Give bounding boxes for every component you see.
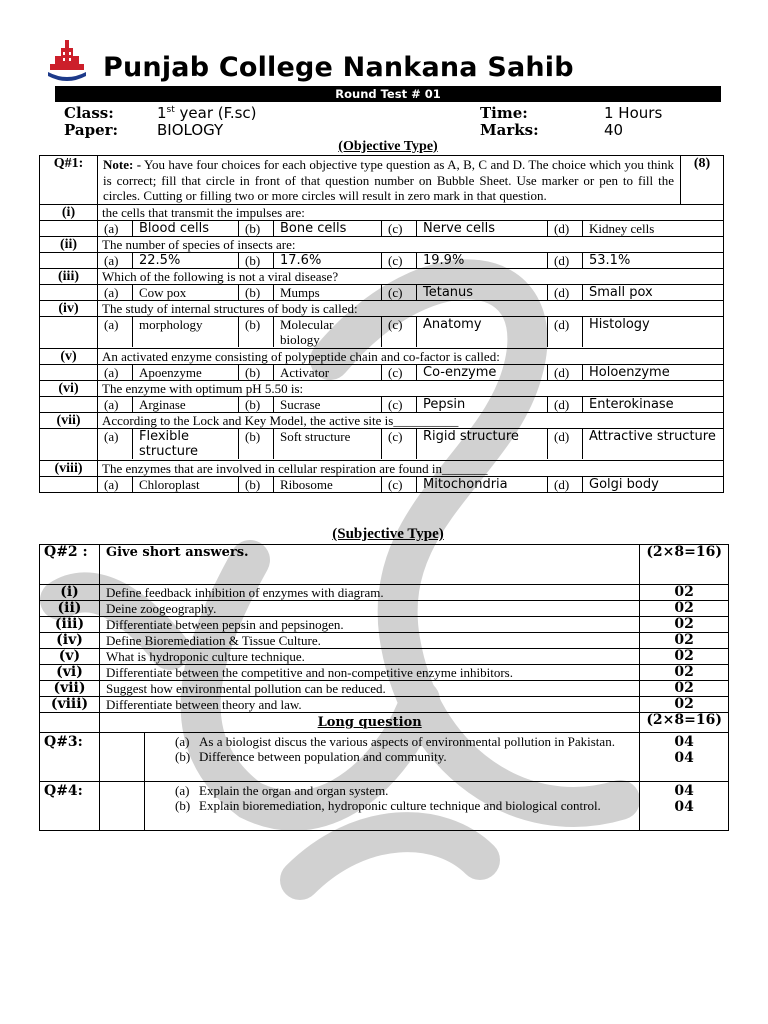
options-spacer bbox=[40, 364, 98, 380]
short-question-row bbox=[40, 585, 729, 601]
option-label: (a) bbox=[98, 253, 133, 268]
option-label: (b) bbox=[239, 365, 274, 380]
short-question-marks: 02 bbox=[640, 697, 729, 713]
option-label: (c) bbox=[382, 317, 417, 347]
option-text: Rigid structure bbox=[417, 429, 548, 459]
options-table bbox=[98, 221, 723, 236]
q2-marks: (2×8=16) bbox=[640, 545, 729, 585]
option-text: Attractive structure bbox=[589, 428, 716, 444]
long-question-part: (a) As a biologist discus the various aspects of environmental pollution in Pakistan. bbox=[175, 734, 615, 749]
option-label: (a) bbox=[98, 317, 133, 347]
question-text: An activated enzyme consisting of polypeptide chain and co-factor is called: bbox=[98, 348, 724, 364]
short-question-row bbox=[40, 665, 729, 681]
option-text: Kidney cells bbox=[589, 220, 655, 236]
question-row bbox=[40, 236, 724, 252]
options-row bbox=[40, 476, 724, 492]
option-label: (b) bbox=[239, 285, 274, 300]
options-spacer bbox=[40, 220, 98, 236]
long-question-label: Q#4: bbox=[40, 782, 100, 831]
options-spacer bbox=[40, 428, 98, 460]
question-number: (v) bbox=[40, 348, 98, 364]
paper-label: Paper: bbox=[64, 121, 119, 139]
options-spacer bbox=[40, 476, 98, 492]
marks-label: Marks: bbox=[480, 121, 539, 139]
time-label: Time: bbox=[480, 104, 528, 122]
short-question-marks: 02 bbox=[640, 585, 729, 601]
paper-value: BIOLOGY bbox=[157, 121, 224, 139]
option-text: Enterokinase bbox=[589, 396, 674, 412]
long-question-part: (b) Explain bioremediation, hydroponic culture technique and biological control. bbox=[175, 798, 601, 813]
long-part-marks: 04 bbox=[674, 799, 694, 815]
short-question-text: Deine zoogeography. bbox=[100, 601, 640, 617]
options-table bbox=[98, 477, 723, 492]
question-number: (i) bbox=[40, 204, 98, 220]
option-label: (c) bbox=[382, 477, 417, 492]
option-text: Small pox bbox=[589, 284, 653, 300]
option-text: Co-enzyme bbox=[417, 365, 548, 380]
question-number: (iii) bbox=[40, 268, 98, 284]
option-label: (c) bbox=[382, 285, 417, 300]
question-text: Which of the following is not a viral disease? bbox=[98, 268, 724, 284]
long-spacer bbox=[40, 713, 100, 733]
option-text: 17.6% bbox=[274, 253, 382, 268]
question-row bbox=[40, 300, 724, 316]
option-text: Sucrase bbox=[274, 397, 382, 412]
test-banner: Round Test # 01 bbox=[55, 86, 721, 102]
option-text: Cow pox bbox=[133, 285, 239, 300]
option-text: Activator bbox=[274, 365, 382, 380]
college-logo-icon bbox=[46, 38, 88, 82]
option-text: Arginase bbox=[133, 397, 239, 412]
short-question-marks: 02 bbox=[640, 665, 729, 681]
option-label: (d) bbox=[548, 253, 583, 268]
options-table bbox=[98, 253, 723, 268]
long-blank-cell bbox=[100, 733, 145, 781]
options-spacer bbox=[40, 252, 98, 268]
option-label: (b) bbox=[239, 253, 274, 268]
short-question-text: Suggest how environmental pollution can be reduced. bbox=[100, 681, 640, 697]
option-label: (c) bbox=[382, 221, 417, 236]
class-label: Class: bbox=[64, 104, 114, 122]
option-label: (a) bbox=[98, 365, 133, 380]
short-question-row bbox=[40, 633, 729, 649]
long-question-label: Q#3: bbox=[40, 733, 100, 782]
short-question-number: (iv) bbox=[40, 633, 100, 649]
question-number: (ii) bbox=[40, 236, 98, 252]
short-question-text: Differentiate between theory and law. bbox=[100, 697, 640, 713]
options-table bbox=[98, 317, 723, 347]
option-label: (c) bbox=[382, 397, 417, 412]
option-text: Tetanus bbox=[417, 285, 548, 300]
option-label: (a) bbox=[98, 285, 133, 300]
objective-heading: (Objective Type) bbox=[338, 139, 438, 154]
option-text: Nerve cells bbox=[417, 221, 548, 236]
question-text: The enzyme with optimum pH 5.50 is: bbox=[98, 380, 724, 396]
option-text: morphology bbox=[133, 317, 239, 347]
long-part-marks: 04 bbox=[674, 783, 694, 799]
option-text: Molecular biology bbox=[274, 317, 382, 347]
short-question-text: Define feedback inhibition of enzymes with diagram. bbox=[100, 585, 640, 601]
option-text: Pepsin bbox=[417, 397, 548, 412]
options-table bbox=[98, 429, 723, 459]
long-question-parts bbox=[145, 782, 640, 830]
options-row bbox=[40, 364, 724, 380]
option-text: Golgi body bbox=[589, 476, 659, 492]
short-question-number: (i) bbox=[40, 585, 100, 601]
option-text: Mitochondria bbox=[417, 477, 548, 492]
option-text: 53.1% bbox=[589, 252, 631, 268]
question-text: According to the Lock and Key Model, the active site is__________ bbox=[98, 412, 724, 428]
long-question-row bbox=[40, 733, 729, 782]
option-text: Flexible structure bbox=[133, 429, 239, 459]
long-part-marks: 04 bbox=[674, 750, 694, 766]
options-spacer bbox=[40, 396, 98, 412]
question-row bbox=[40, 204, 724, 220]
option-label: (a) bbox=[98, 477, 133, 492]
option-label: (b) bbox=[239, 397, 274, 412]
note-label: Note: - bbox=[103, 157, 142, 172]
option-text: Bone cells bbox=[274, 221, 382, 236]
option-text: Anatomy bbox=[417, 317, 548, 347]
short-question-number: (ii) bbox=[40, 601, 100, 617]
short-question-row bbox=[40, 601, 729, 617]
question-row bbox=[40, 268, 724, 284]
short-question-row bbox=[40, 617, 729, 633]
options-row bbox=[40, 252, 724, 268]
question-number: (iv) bbox=[40, 300, 98, 316]
subjective-table bbox=[39, 544, 729, 831]
long-heading-row bbox=[40, 713, 729, 733]
time-value: 1 Hours bbox=[604, 104, 663, 122]
option-label: (b) bbox=[239, 317, 274, 347]
question-text: The number of species of insects are: bbox=[98, 236, 724, 252]
option-label: (c) bbox=[382, 429, 417, 459]
options-table bbox=[98, 397, 723, 412]
option-text: 19.9% bbox=[417, 253, 548, 268]
option-label: (a) bbox=[98, 397, 133, 412]
question-row bbox=[40, 412, 724, 428]
question-number: (viii) bbox=[40, 460, 98, 476]
short-question-marks: 02 bbox=[640, 617, 729, 633]
short-question-marks: 02 bbox=[640, 649, 729, 665]
objective-table bbox=[39, 155, 724, 493]
note-text: You have four choices for each objective type question as A, B, C and D. The choice which you think is correct; fill that circle in front of that question number on Bubble Sheet. Use marker or pen to fill the circles. Cutting or filling two or more circles will result in zero mark in that question. bbox=[103, 157, 674, 203]
question-number: (vii) bbox=[40, 412, 98, 428]
college-name: Punjab College Nankana Sahib bbox=[103, 52, 574, 83]
short-question-marks: 02 bbox=[640, 681, 729, 697]
options-row bbox=[40, 220, 724, 236]
short-question-number: (vi) bbox=[40, 665, 100, 681]
short-question-marks: 02 bbox=[640, 601, 729, 617]
short-question-number: (viii) bbox=[40, 697, 100, 713]
option-label: (d) bbox=[548, 317, 583, 347]
options-table bbox=[98, 285, 723, 300]
option-text: Blood cells bbox=[133, 221, 239, 236]
option-label: (d) bbox=[548, 285, 583, 300]
long-question-marks bbox=[640, 782, 729, 831]
question-text: the cells that transmit the impulses are: bbox=[98, 204, 724, 220]
short-question-row bbox=[40, 697, 729, 713]
question-text: The enzymes that are involved in cellular respiration are found in_______ bbox=[98, 460, 724, 476]
question-row bbox=[40, 348, 724, 364]
option-text: Holoenzyme bbox=[589, 364, 670, 380]
short-question-marks: 02 bbox=[640, 633, 729, 649]
option-label: (b) bbox=[239, 429, 274, 459]
note-cell bbox=[98, 156, 681, 205]
option-label: (c) bbox=[382, 365, 417, 380]
short-question-number: (v) bbox=[40, 649, 100, 665]
question-number: (vi) bbox=[40, 380, 98, 396]
option-label: (d) bbox=[548, 429, 583, 459]
option-text: Mumps bbox=[274, 285, 382, 300]
q2-label: Q#2 : bbox=[40, 545, 100, 585]
short-question-row bbox=[40, 649, 729, 665]
long-question-marks bbox=[640, 733, 729, 782]
option-text: Apoenzyme bbox=[133, 365, 239, 380]
question-row bbox=[40, 460, 724, 476]
long-part-marks: 04 bbox=[674, 734, 694, 750]
long-question-row bbox=[40, 782, 729, 831]
options-row bbox=[40, 396, 724, 412]
option-label: (d) bbox=[548, 397, 583, 412]
short-question-number: (vii) bbox=[40, 681, 100, 697]
option-label: (b) bbox=[239, 477, 274, 492]
option-text: Chloroplast bbox=[133, 477, 239, 492]
short-question-text: Differentiate between the competitive and non-competitive enzyme inhibitors. bbox=[100, 665, 640, 681]
option-label: (c) bbox=[382, 253, 417, 268]
option-label: (b) bbox=[239, 221, 274, 236]
long-question-part: (a) Explain the organ and organ system. bbox=[175, 783, 389, 798]
options-row bbox=[40, 316, 724, 348]
short-question-number: (iii) bbox=[40, 617, 100, 633]
options-table bbox=[98, 365, 723, 380]
long-blank-cell bbox=[100, 782, 145, 830]
long-question-parts bbox=[145, 733, 640, 781]
long-question-part: (b) Difference between population and community. bbox=[175, 749, 447, 764]
option-text: Histology bbox=[589, 316, 650, 332]
short-question-row bbox=[40, 681, 729, 697]
options-row bbox=[40, 284, 724, 300]
q2-title: Give short answers. bbox=[100, 545, 640, 585]
options-spacer bbox=[40, 284, 98, 300]
q2-header-row bbox=[40, 545, 729, 585]
option-label: (a) bbox=[98, 221, 133, 236]
question-row bbox=[40, 380, 724, 396]
option-text: 22.5% bbox=[133, 253, 239, 268]
q1-label: Q#1: bbox=[40, 156, 98, 205]
class-value: 1st year (F.sc) bbox=[157, 104, 257, 122]
short-question-text: What is hydroponic culture technique. bbox=[100, 649, 640, 665]
q1-marks: (8) bbox=[681, 156, 724, 205]
subjective-heading: (Subjective Type) bbox=[332, 526, 444, 542]
options-row bbox=[40, 428, 724, 460]
option-label: (a) bbox=[98, 429, 133, 459]
short-question-text: Differentiate between pepsin and pepsinogen. bbox=[100, 617, 640, 633]
option-label: (d) bbox=[548, 365, 583, 380]
option-text: Ribosome bbox=[274, 477, 382, 492]
option-label: (d) bbox=[548, 477, 583, 492]
marks-value: 40 bbox=[604, 121, 624, 139]
options-spacer bbox=[40, 316, 98, 348]
question-text: The study of internal structures of body is called: bbox=[98, 300, 724, 316]
long-marks: (2×8=16) bbox=[640, 713, 729, 733]
short-question-text: Define Bioremediation & Tissue Culture. bbox=[100, 633, 640, 649]
option-text: Soft structure bbox=[274, 429, 382, 459]
note-row bbox=[40, 156, 724, 205]
option-label: (d) bbox=[548, 221, 583, 236]
long-heading: Long question bbox=[100, 713, 640, 733]
